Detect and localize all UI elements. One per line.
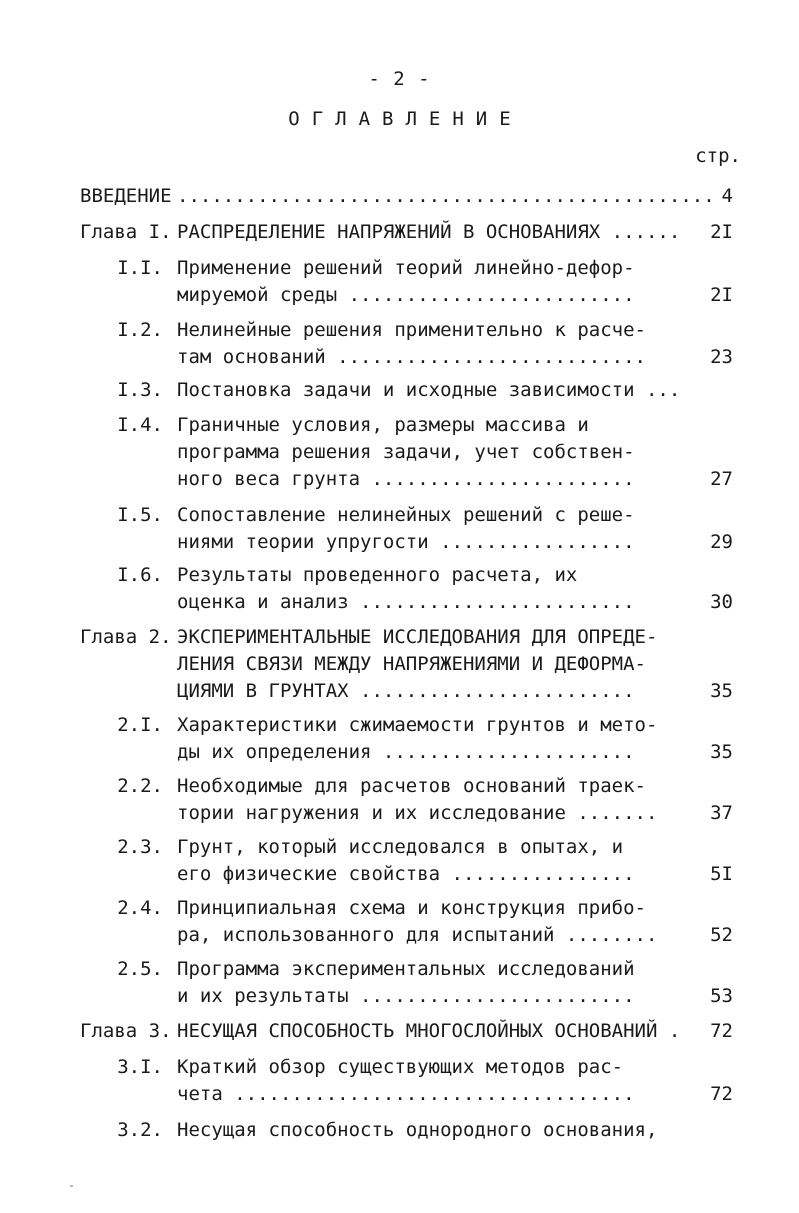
toc-entry-line: мируемой среды .........................	[177, 284, 635, 306]
toc-entry-line: ниями теории упругости .................	[177, 531, 635, 553]
toc-entry-line: Краткий обзор существующих методов рас-	[177, 1056, 624, 1078]
toc-entry-number: 2.I.	[117, 714, 163, 736]
toc-entry-title	[177, 834, 647, 888]
toc-entry-line: НЕСУЩАЯ СПОСОБНОСТЬ МНОГОСЛОЙНЫХ ОСНОВАНИЙ .	[177, 1020, 681, 1042]
toc-entry-line: Несущая способность однородного основания,	[177, 1119, 658, 1141]
toc-entry-line: чета ...................................	[177, 1083, 635, 1105]
toc-entry-number: I.2.	[117, 319, 163, 341]
toc-entry-title	[177, 895, 658, 949]
toc-entry-number: 2.3.	[117, 836, 163, 858]
toc-entry-number: 2.4.	[117, 897, 163, 919]
toc-entry-title	[177, 773, 658, 827]
toc-entry-page: 37	[710, 802, 733, 824]
toc-entry-title	[177, 562, 647, 616]
scan-mark	[70, 1185, 73, 1187]
toc-entry-page: 72	[710, 1020, 733, 1042]
page-number: - 2 -	[368, 68, 431, 90]
toc-entry-number: ВВЕДЕНИЕ	[80, 185, 172, 207]
toc-entry-title	[177, 1054, 647, 1108]
page-column-header: стр.	[695, 145, 741, 167]
toc-entry-line: и их результаты ........................	[177, 985, 635, 1007]
toc-entry-line: ЭКСПЕРИМЕНТАЛЬНЫЕ ИССЛЕДОВАНИЯ ДЛЯ ОПРЕДЕ-	[177, 626, 658, 648]
toc-entry-page: 23	[710, 346, 733, 368]
toc-entry-number: I.3.	[117, 379, 163, 401]
toc-entry-title	[177, 377, 681, 404]
toc-entry-title	[177, 624, 658, 705]
toc-entry-line: Постановка задачи и исходные зависимости ...	[177, 379, 681, 401]
toc-entry-number: 2.2.	[117, 775, 163, 797]
toc-entry-title	[177, 412, 647, 493]
toc-entry-number: I.5.	[117, 504, 163, 526]
toc-entry-line: Грунт, который исследовался в опытах, и	[177, 836, 624, 858]
toc-entry-title	[177, 502, 647, 556]
toc-entry-page: 35	[710, 680, 733, 702]
toc-entry-line: ...............................................	[177, 185, 715, 207]
toc-entry-title	[177, 712, 658, 766]
toc-entry-line: ды их определения ......................	[177, 741, 635, 763]
toc-entry-line: Сопоставление нелинейных решений с реше-	[177, 504, 635, 526]
toc-entry-number: Глава I.	[80, 221, 172, 243]
toc-entry-number: Глава 3.	[80, 1020, 172, 1042]
toc-entry-line: ЛЕНИЯ СВЯЗИ МЕЖДУ НАПРЯЖЕНИЯМИ И ДЕФОРМА-	[177, 653, 646, 675]
toc-entry-page: 27	[710, 468, 733, 490]
toc-entry-number: 3.2.	[117, 1119, 163, 1141]
toc-entry-title	[177, 255, 647, 309]
toc-entry-line: Граничные условия, размеры массива и	[177, 414, 589, 436]
toc-entry-line: ра, использованного для испытаний ........	[177, 924, 658, 946]
toc-entry-title	[177, 317, 647, 371]
toc-entry-line: Результаты проведенного расчета, их	[177, 564, 578, 586]
toc-entry-line: Необходимые для расчетов оснований траек-	[177, 775, 646, 797]
toc-entry-line: ного веса грунта .......................	[177, 468, 635, 490]
toc-entry-page: 2I	[710, 284, 733, 306]
toc-entry-line: Нелинейные решения применительно к расче-	[177, 319, 646, 341]
toc-entry-page: 52	[710, 924, 733, 946]
toc-entry-page: 4	[721, 185, 733, 207]
toc-entry-page: 35	[710, 741, 733, 763]
toc-entry-number: 2.5.	[117, 958, 163, 980]
toc-entry-page: 72	[710, 1083, 733, 1105]
toc-entry-line: его физические свойства ................	[177, 863, 635, 885]
toc-entry-title	[177, 956, 647, 1010]
toc-entry-line: Программа экспериментальных исследований	[177, 958, 635, 980]
toc-entry-title	[177, 183, 715, 210]
toc-entry-page: 30	[710, 591, 733, 613]
toc-entry-line: Применение решений теорий линейно-дефор-	[177, 257, 635, 279]
toc-entry-line: РАСПРЕДЕЛЕНИЕ НАПРЯЖЕНИЙ В ОСНОВАНИЯХ ......	[177, 221, 681, 243]
toc-entry-number: I.6.	[117, 564, 163, 586]
toc-entry-line: оценка и анализ ........................	[177, 591, 635, 613]
page-title: ОГЛАВЛЕНИЕ	[288, 108, 523, 130]
toc-entry-number: 3.I.	[117, 1056, 163, 1078]
toc-entry-number: I.4.	[117, 414, 163, 436]
toc-entry-line: там оснований ...........................	[177, 346, 646, 368]
toc-entry-page: 53	[710, 985, 733, 1007]
toc-entry-page: 29	[710, 531, 733, 553]
toc-entry-title	[177, 1018, 681, 1045]
toc-entry-line: тории нагружения и их исследование .......	[177, 802, 658, 824]
toc-entry-title	[177, 1117, 658, 1144]
toc-entry-page: 5I	[710, 863, 733, 885]
toc-entry-page: 2I	[710, 221, 733, 243]
toc-entry-title	[177, 219, 681, 246]
toc-entry-number: Глава 2.	[80, 626, 172, 648]
toc-entry-number: I.I.	[117, 257, 163, 279]
toc-entry-line: ЦИЯМИ В ГРУНТАХ ........................	[177, 680, 635, 702]
toc-entry-line: Принципиальная схема и конструкция прибо-	[177, 897, 646, 919]
toc-entry-line: Характеристики сжимаемости грунтов и мето-	[177, 714, 658, 736]
toc-entry-line: программа решения задачи, учет собствен-	[177, 441, 635, 463]
